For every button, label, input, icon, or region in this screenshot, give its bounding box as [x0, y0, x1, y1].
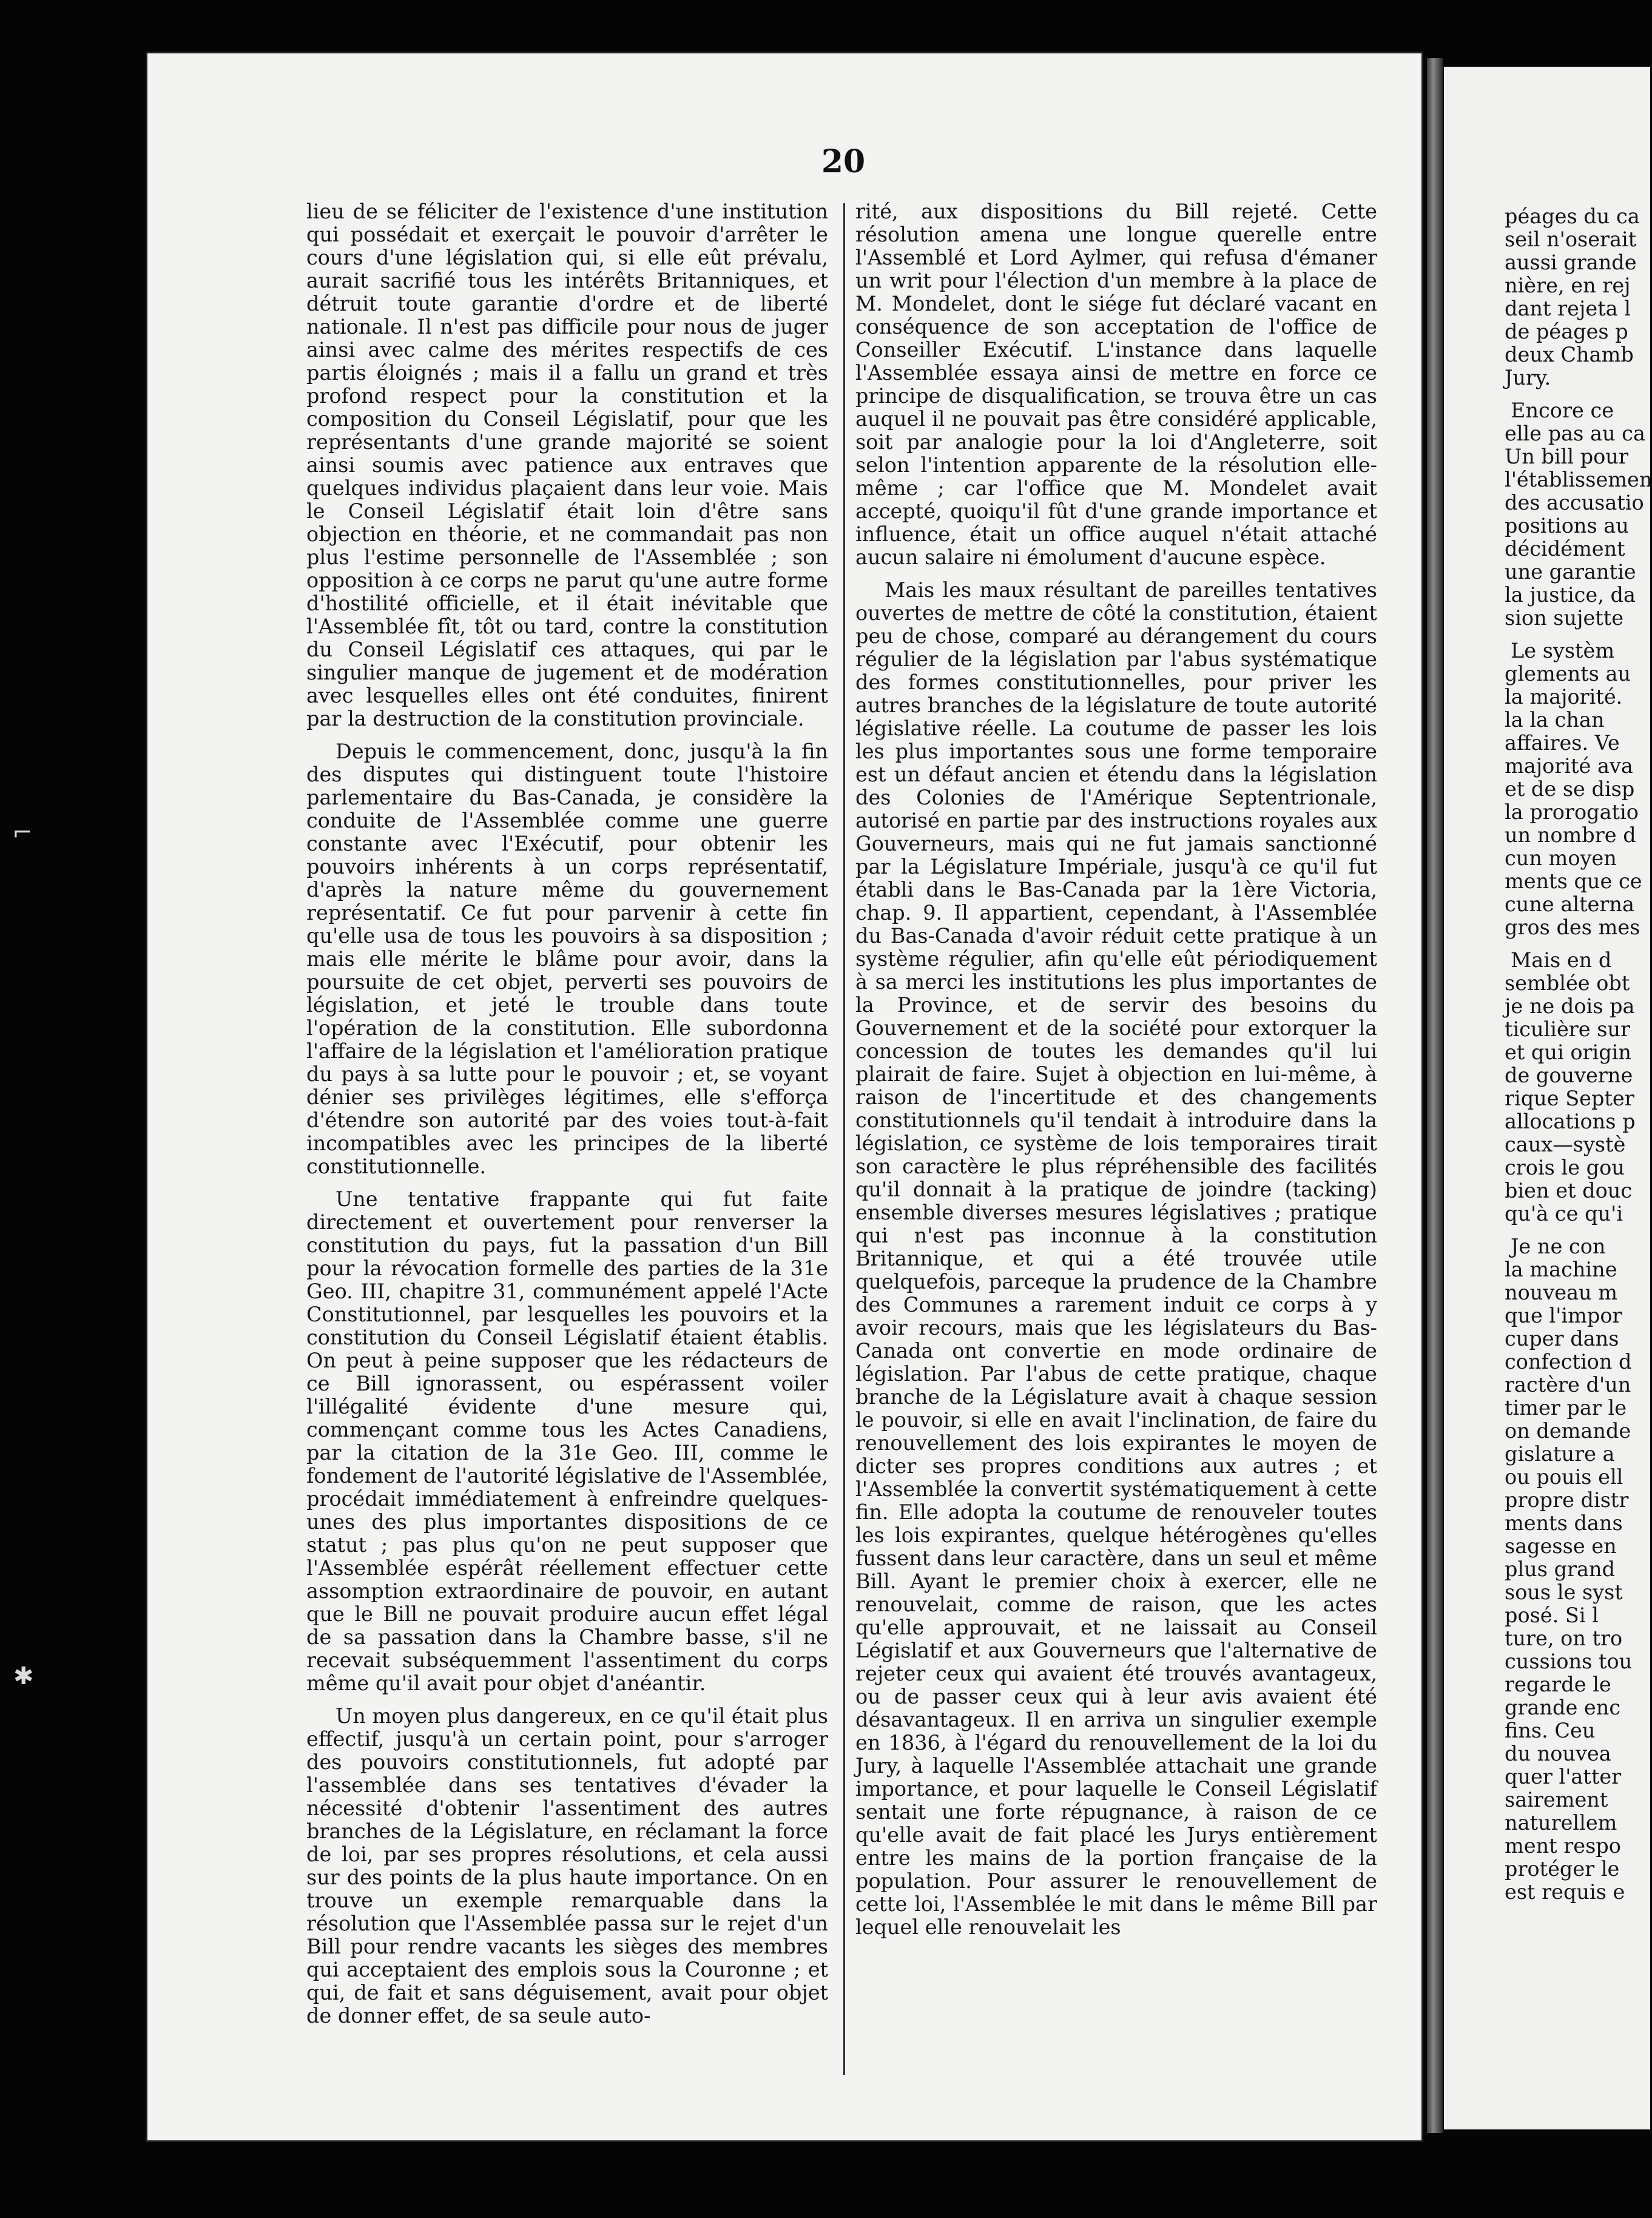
facing-page-line: cussions tou	[1505, 1650, 1633, 1673]
facing-page-line: Encore ce	[1511, 399, 1614, 422]
facing-page-line: décidément	[1505, 537, 1625, 561]
facing-page-line: une garantie	[1505, 560, 1636, 584]
facing-page-line: regarde le	[1505, 1673, 1611, 1696]
facing-page-line: protéger le	[1505, 1857, 1620, 1881]
facing-page-line: un nombre d	[1505, 823, 1636, 847]
facing-page-line: ments que ce	[1505, 869, 1642, 893]
facing-page-line: sagesse en	[1505, 1534, 1617, 1558]
facing-page-line: nouveau m	[1505, 1281, 1618, 1304]
facing-page-line: la la chan	[1505, 708, 1605, 732]
facing-page-line: des accusatio	[1505, 491, 1644, 514]
paragraph: Depuis le commencement, donc, jusqu'à la fin des disputes qui distinguent toute l'histoire parlementaire du Bas-Canada, je considère la conduite de l'Assemblée comme une guerre constante avec l'Exécutif, pour obtenir les pouvoirs inhérents à un corps représentatif, d'après la nature même du gouvernement représentatif. Ce fut pour parvenir à cette fin qu'elle usa de tous les pouvoirs à sa disposition ; mais elle mérite le blâme pour avoir, dans la poursuite de cet objet, perverti ses pouvoirs de législation, et jeté le trouble dans toute l'opération de la constitution. Elle subordonna l'affaire de la législation et l'amélioration pratique du pays à sa lutte pour le pouvoir ; et, se voyant dénier ses privilèges légitimes, elle s'efforça d'étendre son autorité par des voies tout-à-fait incompatibles avec les principes de la liberté constitutionnelle.	[306, 740, 828, 1178]
facing-page-line: rique Septer	[1505, 1087, 1634, 1110]
page-number: 20	[821, 143, 866, 180]
facing-page-line: seil n'oserait	[1505, 228, 1637, 251]
book-gutter	[1427, 58, 1443, 2133]
facing-page-line: fins. Ceu	[1505, 1719, 1596, 1742]
facing-page	[1444, 67, 1650, 2129]
facing-page-line: de gouverne	[1505, 1063, 1633, 1087]
middle-column	[855, 200, 1377, 2172]
paragraph: lieu de se féliciter de l'existence d'une institution qui possédait et exerçait le pouvoir d'arrêter le cours d'une législation qui, si elle eût prévalu, aurait sacrifié tous les intérêts Britanniques, et détruit toute garantie d'ordre et de liberté nationale. Il n'est pas difficile pour nous de juger ainsi avec calme des mérites respectifs de ces partis éloignés ; mais il a fallu un grand et très profond respect pour la constitution et la composition du Conseil Législatif, pour que les représentants d'une grande majorité se soient ainsi soumis avec patience aux entraves que quelques individus plaçaient dans leur voie. Mais le Conseil Législatif était loin d'être sans objection en théorie, et ne commandait pas non plus l'estime personnelle de l'Assemblée ; son opposition à ce corps ne parut qu'une autre forme d'hostilité officielle, et il était inévitable que l'Assemblée fît, tôt ou tard, contre la constitution du Conseil Législatif ces attaques, qui par le singulier manque de jugement et de modération avec lesquelles elles ont été conduites, finirent par la destruction de la constitution provinciale.	[306, 200, 828, 730]
facing-page-line: et qui origin	[1505, 1040, 1631, 1064]
facing-page-line: ticulière sur	[1505, 1017, 1631, 1041]
facing-page-line: allocations p	[1505, 1110, 1636, 1133]
scan-mark: ✱	[13, 1662, 34, 1690]
facing-page-line: deux Chamb	[1505, 343, 1634, 366]
facing-page-line: Jury.	[1505, 366, 1551, 389]
facing-page-line: naturellem	[1505, 1811, 1617, 1835]
facing-page-line: sairement	[1505, 1788, 1608, 1812]
facing-page-line: affaires. Ve	[1505, 731, 1620, 755]
facing-page-line: ractère d'un	[1505, 1373, 1631, 1397]
paragraph: Un moyen plus dangereux, en ce qu'il était plus effectif, jusqu'à un certain point, pour s'arroger des pouvoirs constitutionnels, fut adopté par l'assemblée dans ses tentatives d'évader la nécessité d'obtenir l'assentiment des autres branches de la Législature, en réclamant la force de loi, par ses propres résolutions, et cela aussi sur des points de la plus haute importance. On en trouve un exemple remarquable dans la résolution que l'Assemblée passa sur le rejet d'un Bill pour rendre vacants les sièges des membres qui acceptaient des emplois sous la Couronne ; et qui, de fait et sans déguisement, avait pour objet de donner effet, de sa seule auto-	[306, 1704, 828, 2028]
facing-page-line: aussi grande	[1505, 251, 1637, 274]
facing-page-line: est requis e	[1505, 1880, 1625, 1904]
facing-page-line: sion sujette	[1505, 606, 1624, 630]
facing-page-line: Le systèm	[1511, 639, 1615, 662]
facing-page-line: elle pas au ca	[1505, 422, 1645, 445]
paragraph: Mais les maux résultant de pareilles tentatives ouvertes de mettre de côté la constitution, étaient peu de chose, comparé au dérangement du cours régulier de la législation par l'abus systématique des formes constitutionnelles, pour priver les autres branches de la législature de toute autorité législative réelle. La coutume de passer les lois les plus importantes sous une forme temporaire est un défaut ancien et étendu dans la législation des Colonies de l'Amérique Septentrionale, autorisé en partie par des instructions royales aux Gouverneurs, mais qui ne fut jamais sanctionné par la Législature Impériale, jusqu'à ce qu'il fut établi dans le Bas-Canada par la 1ère Victoria, chap. 9. Il appartient, cependant, à l'Assemblée du Bas-Canada d'avoir réduit cette pratique à un système régulier, afin qu'elle eût périodiquement à sa merci les institutions les plus importantes de la Province, et de servir des besoins du Gouvernement et de la société pour extorquer la concession de toutes les demandes qu'il lui plairait de faire. Sujet à objection en lui-même, à raison de l'incertitude et des changements constitutionnels qu'il tendait à introduire dans la législation, ce système de lois temporaires tirait son caractère le plus répréhensible des facilités qu'il donnait à la pratique de joindre (tacking) ensemble diverses mesures législatives ; pratique qui n'est pas inconnue à la constitution Britannique, et qui a été trouvée utile quelquefois, parceque la prudence de la Chambre des Communes a rarement induit ce corps à y avoir recours, mais que les législateurs du Bas-Canada ont convertie en mode ordinaire de législation. Par l'abus de cette pratique, chaque branche de la Législature avait à chaque session le pouvoir, si elle en avait l'inclination, de faire du renouvellement des lois expirantes le moyen de dicter ses propres conditions aux autres ; et l'Assemblée la convertit systématiquement à cette fin. Elle adopta la coutume de renouveler toutes les lois expirantes, quelque hétérogènes qu'elles fussent dans leur caractère, dans un seul et même Bill. Ayant le premier choix à exercer, elle ne renouvelait, comme de raison, que les actes qu'elle approuvait, et ne laissait au Conseil Législatif et aux Gouverneurs que l'alternative de rejeter ceux qui avaient été trouvés avantageux, ou de passer ceux qui à leur avis avaient été désavantageux. Il en arriva un singulier exemple en 1836, à l'égard du renouvellement de la loi du Jury, à laquelle l'Assemblée attachait une grande importance, et pour laquelle le Conseil Législatif sentait une forte répugnance, à raison de ce qu'elle avait de fait placé les Jurys entièrement entre les mains de la portion française de la population. Pour assurer le renouvellement de cette loi, l'Assemblée le mit dans le même Bill par lequel elle renouvelait les	[855, 578, 1377, 1939]
facing-page-line: l'établissemen	[1505, 468, 1652, 491]
facing-page-line: bien et douc	[1505, 1179, 1633, 1202]
facing-page-line: confection d	[1505, 1350, 1632, 1374]
facing-page-line: caux—systè	[1505, 1133, 1626, 1156]
column-divider	[843, 203, 845, 2075]
facing-page-line: de péages p	[1505, 320, 1628, 343]
facing-page-line: sous le syst	[1505, 1580, 1623, 1604]
facing-page-line: gros des mes	[1505, 915, 1640, 939]
facing-page-line: ment respo	[1505, 1834, 1621, 1858]
scan-mark: ⌐	[12, 819, 33, 847]
facing-page-line: Je ne con	[1511, 1235, 1606, 1258]
paragraph: rité, aux dispositions du Bill rejeté. Cette résolution amena une longue querelle entre l'Assemblé et Lord Aylmer, qui refusa d'émaner un writ pour l'élection d'un membre à la place de M. Mondelet, dont le siége fut déclaré vacant en conséquence de son acceptation de l'office de Conseiller Exécutif. L'instance dans laquelle l'Assemblée essaya ainsi de mettre en force ce principe de disqualification, se trouva être un cas auquel il ne pouvait pas être considéré applicable, soit par analogie pour la loi d'Angleterre, soit selon l'intention apparente de la résolution elle-même ; car l'office que M. Mondelet avait accepté, quoiqu'il fût d'une grande importance et influence, était un office auquel n'était attaché aucun salaire ni émolument d'aucune espèce.	[855, 200, 1377, 569]
facing-page-line: la machine	[1505, 1258, 1617, 1281]
facing-page-line: la majorité.	[1505, 685, 1623, 709]
facing-page-line: cune alterna	[1505, 892, 1634, 916]
facing-page-line: quer l'atter	[1505, 1765, 1622, 1788]
facing-page-line: la prorogatio	[1505, 800, 1639, 824]
facing-page-line: on demande	[1505, 1419, 1631, 1443]
facing-page-line: et de se disp	[1505, 777, 1635, 801]
facing-page-line: Mais en d	[1511, 948, 1612, 972]
facing-page-line: ments dans	[1505, 1511, 1623, 1535]
facing-page-line: cun moyen	[1505, 846, 1617, 870]
facing-page-line: posé. Si l	[1505, 1603, 1599, 1627]
facing-page-line: dant rejeta l	[1505, 297, 1631, 320]
facing-page-line: je ne dois pa	[1505, 994, 1635, 1018]
facing-page-line: la justice, da	[1505, 583, 1636, 607]
facing-page-line: plus grand	[1505, 1557, 1616, 1581]
facing-page-line: nière, en rej	[1505, 274, 1631, 297]
facing-page-line: qu'à ce qu'i	[1505, 1202, 1623, 1225]
facing-page-line: propre distr	[1505, 1488, 1629, 1512]
facing-page-line: glements au	[1505, 662, 1631, 686]
facing-page-line: péages du ca	[1505, 204, 1640, 228]
facing-page-line: crois le gou	[1505, 1156, 1625, 1179]
facing-page-line: positions au	[1505, 514, 1629, 538]
facing-page-line: ture, on tro	[1505, 1626, 1623, 1650]
facing-page-line: majorité ava	[1505, 754, 1633, 778]
facing-page-line: timer par le	[1505, 1396, 1627, 1420]
facing-page-line: cuper dans	[1505, 1327, 1619, 1350]
facing-page-line: ou pouis ell	[1505, 1465, 1623, 1489]
facing-page-line: gislature a	[1505, 1442, 1615, 1466]
facing-page-line: semblée obt	[1505, 971, 1630, 995]
facing-page-text	[1444, 205, 1652, 1904]
left-column	[306, 200, 828, 2172]
facing-page-line: grande enc	[1505, 1696, 1621, 1719]
paragraph: Une tentative frappante qui fut faite directement et ouvertement pour renverser la constitution du pays, fut la passation d'un Bill pour la révocation formelle des parties de la 31e Geo. III, chapitre 31, communément appelé l'Acte Constitutionnel, par lesquelles les pouvoirs et la constitution du Conseil Législatif étaient établis. On peut à peine supposer que les rédacteurs de ce Bill ignorassent, ou espérassent voiler l'illégalité évidente d'une mesure qui, commençant comme tous les Actes Canadiens, par la citation de la 31e Geo. III, comme le fondement de l'autorité législative de l'Assemblée, procédait immédiatement à enfreindre quelques-unes des plus importantes dispositions de ce statut ; pas plus qu'on ne peut supposer que l'Assemblée espérât réellement effectuer cette assomption extraordinaire de pouvoir, en autant que le Bill ne pouvait produire aucun effet légal de sa passation dans la Chambre basse, s'il ne recevait subséquemment l'assentiment du corps même qu'il avait pour objet d'anéantir.	[306, 1187, 828, 1695]
facing-page-line: Un bill pour	[1505, 445, 1628, 468]
facing-page-line: du nouvea	[1505, 1742, 1611, 1765]
facing-page-line: que l'impor	[1505, 1304, 1622, 1327]
